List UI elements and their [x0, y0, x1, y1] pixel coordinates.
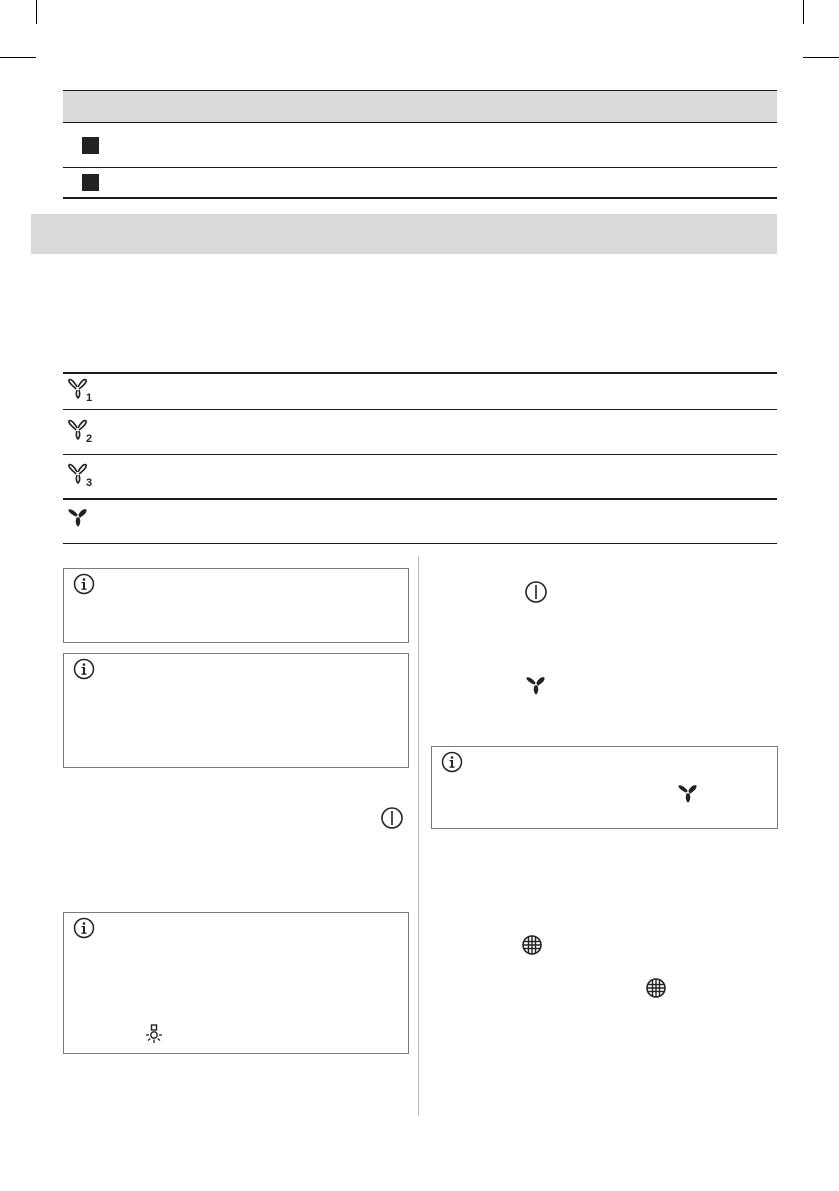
power-icon	[380, 806, 404, 830]
info-icon	[73, 917, 95, 939]
grid-icon	[645, 977, 667, 999]
fan-table-row-divider	[63, 454, 777, 455]
column-divider	[418, 556, 419, 1116]
svg-text:2: 2	[86, 433, 93, 444]
fan-boost-icon	[676, 781, 702, 805]
svg-text:3: 3	[86, 477, 93, 488]
fan-table-row-divider	[63, 498, 777, 500]
section-heading-bar	[31, 214, 777, 254]
table-row-divider	[63, 167, 777, 168]
info-note	[63, 653, 409, 768]
fan-speed-3-icon	[66, 462, 96, 488]
fan-speed-2-icon	[66, 418, 96, 444]
fan-table-top-rule	[63, 372, 777, 374]
black-square-icon	[82, 174, 99, 191]
fan-table-bottom-rule	[63, 543, 777, 544]
power-icon	[524, 580, 548, 604]
info-note	[431, 746, 778, 829]
fan-table-row-divider	[63, 409, 777, 410]
light-icon	[143, 1023, 165, 1045]
grid-icon	[521, 934, 543, 956]
info-icon	[73, 573, 95, 595]
table-bottom-rule	[63, 197, 777, 199]
info-note	[63, 568, 409, 643]
black-square-icon	[82, 137, 99, 154]
table-header	[63, 90, 777, 123]
info-note	[63, 912, 409, 1054]
fan-boost-icon	[524, 673, 550, 697]
svg-text:1: 1	[86, 392, 93, 403]
fan-speed-1-icon	[66, 377, 96, 403]
info-icon	[441, 751, 463, 773]
fan-boost-icon	[66, 505, 96, 531]
info-icon	[73, 658, 95, 680]
